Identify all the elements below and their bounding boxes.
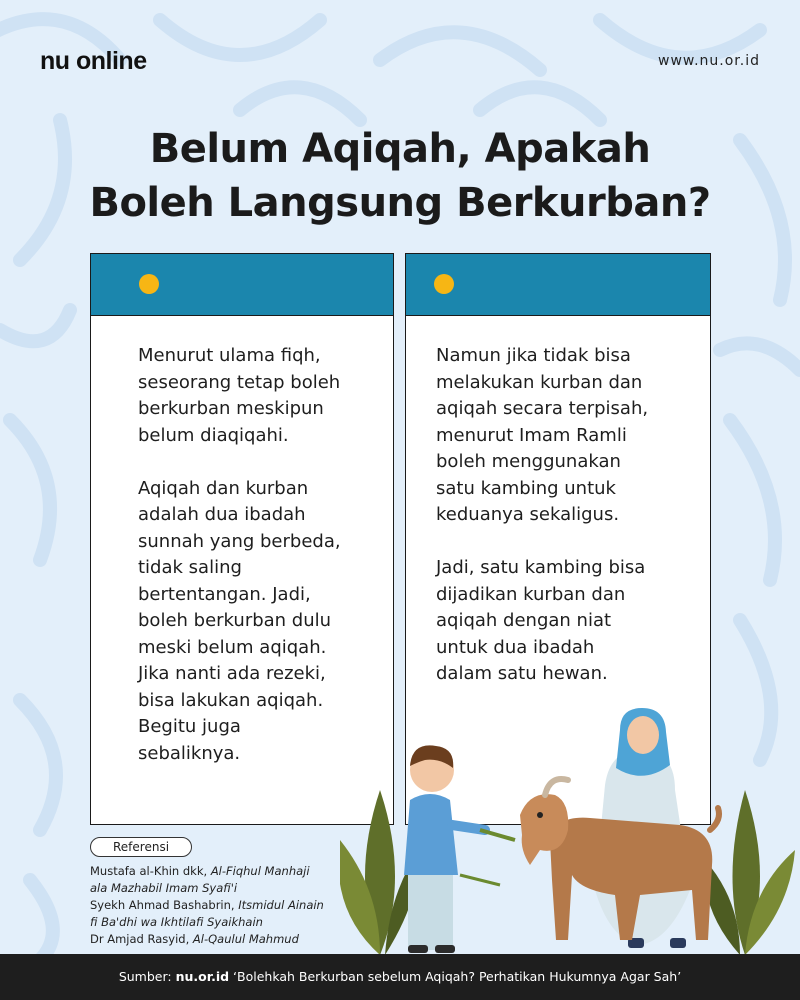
footer-source-link[interactable]: nu.or.id [175,969,230,984]
references-badge: Referensi [90,837,192,857]
card-paragraph: Aqiqah dan kurban adalah dua ibadah sunnah yang berbeda, tidak saling bertentangan. Jadi, boleh berkurban dulu meski belum aqiqah. Jika nanti ada rezeki, bisa lakukan aqiqah. Begitu juga sebaliknya. [138,477,341,764]
nu-online-logo[interactable]: nu online [40,47,147,75]
title-line-2: Boleh Langsung Berkurban? [89,180,711,226]
card-body [406,316,710,688]
references-list [90,863,350,948]
reference-line: fi Ba'dhi wa Ikhtilafi Syaikhain [90,915,263,929]
card-header [406,254,710,316]
references-section [90,836,350,948]
website-url[interactable]: www.nu.or.id [658,53,760,69]
page-title [0,122,800,230]
boy-figure-icon [404,745,515,953]
card-paragraph: Namun jika tidak bisa melakukan kurban dan aqiqah secara terpisah, menurut Imam Ramli boleh menggunakan satu kambing untuk keduanya sekaligus. [436,345,649,525]
card-paragraph: Menurut ulama fiqh, seseorang tetap boleh berkurban meskipun belum diaqiqahi. [138,345,341,446]
reference-line: Dr Amjad Rasyid, Al-Qaulul Mahmud [90,932,299,946]
reference-line: Syekh Ahmad Bashabrin, Itsmidul Ainain [90,898,324,912]
source-footer [0,954,800,1000]
card-header [91,254,393,316]
title-line-1: Belum Aqiqah, Apakah [149,126,651,172]
card-paragraph: Jadi, satu kambing bisa dijadikan kurban dan aqiqah dengan niat untuk dua ibadah dalam satu hewan. [436,557,646,684]
reference-line: ala Mazhabil Imam Syafi'i [90,881,238,895]
family-goat-illustration [340,690,800,955]
yellow-dot-icon [139,274,159,294]
footer-prefix: Sumber: [118,969,176,984]
reference-line: Mustafa al-Khin dkk, Al-Fiqhul Manhaji [90,864,310,878]
yellow-dot-icon [434,274,454,294]
footer-article-title: ‘Bolehkah Berkurban sebelum Aqiqah? Perhatikan Hukumnya Agar Sah’ [229,969,682,984]
